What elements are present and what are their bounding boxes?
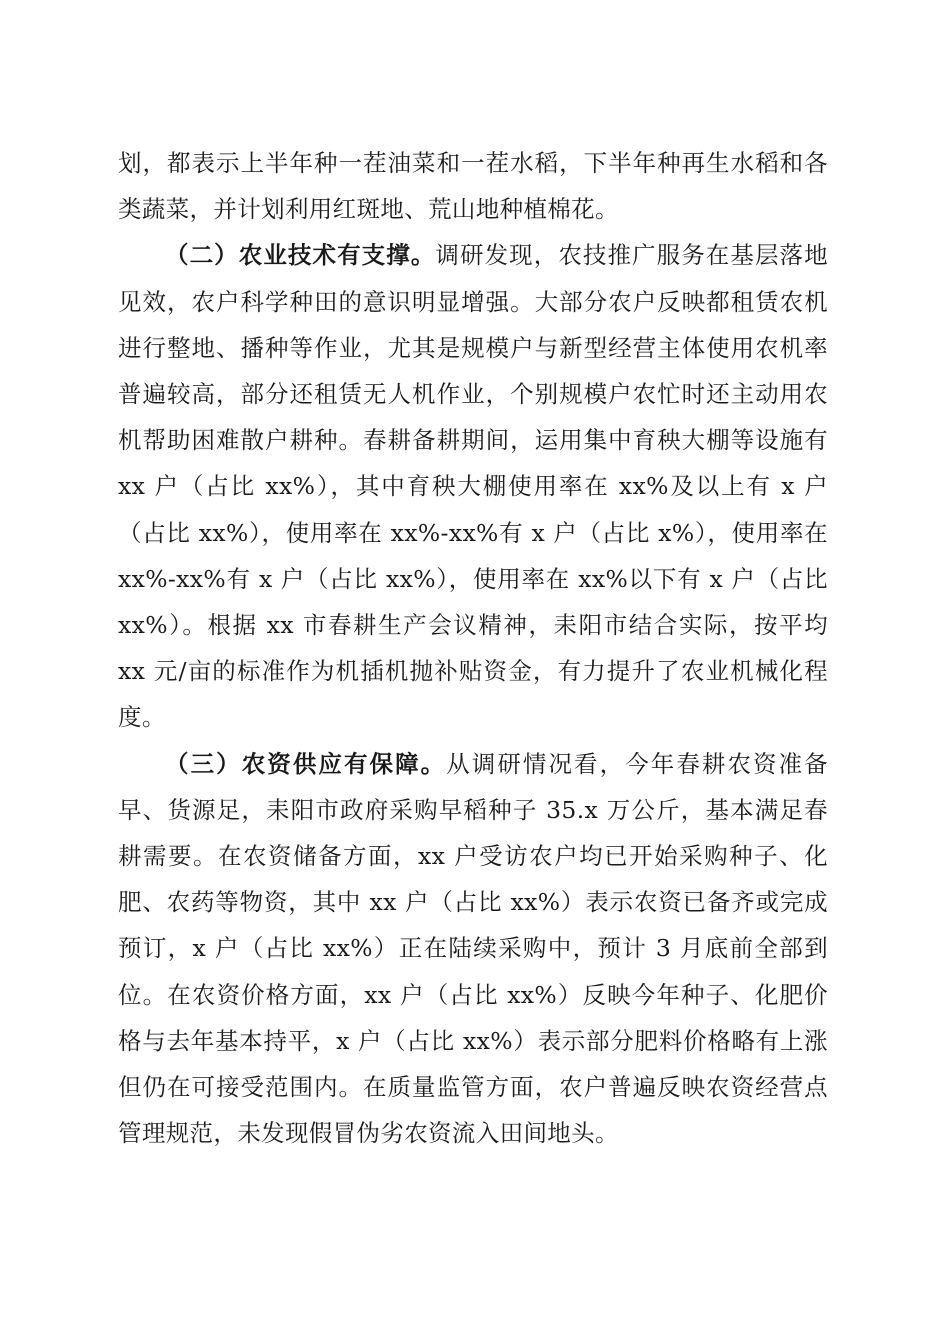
paragraph-text: 从调研情况看，今年春耕农资准备早、货源足，耒阳市政府采购早稻种子 35.x 万公斤，基本满足春耕需要。在农资储备方面，xx 户受访农户均已开始采购种子、化肥、农药等物资，其中 xx 户（占比 xx%）表示农资已备齐或完成预订，x 户（占比 xx%）正在陆续采购中，预计 3 月底前全部到位。在农资价格方面，xx 户（占比 xx%）反映今年种子、化肥价格与去年基本持平，x 户（占比 xx%）表示部分肥料价格略有上涨但仍在可接受范围内。在质量监管方面，农户普遍反映农资经营点管理规范，未发现假冒伪劣农资流入田间地头。: [118, 749, 829, 1148]
section-heading-agri-tech: （二）农业技术有支撑。: [165, 241, 436, 270]
paragraph-continuation: [118, 140, 828, 232]
paragraph-text: 划，都表示上半年种一茬油菜和一茬水稻，下半年种再生水稻和各类蔬菜，并计划利用红斑地、荒山地种植棉花。: [118, 149, 828, 224]
paragraph-agri-tech: [118, 232, 828, 740]
document-body: [118, 140, 828, 1156]
paragraph-agri-supply: [118, 741, 828, 1157]
section-heading-agri-supply: （三）农资供应有保障。: [165, 749, 447, 778]
paragraph-text: 调研发现，农技推广服务在基层落地见效，农户科学种田的意识明显增强。大部分农户反映都租赁农机进行整地、播种等作业，尤其是规模户与新型经营主体使用农机率普遍较高，部分还租赁无人机作业，个别规模户农忙时还主动用农机帮助困难散户耕种。春耕备耕期间，运用集中育秧大棚等设施有 xx 户（占比 xx%），其中育秧大棚使用率在 xx%及以上有 x 户（占比 xx%），使用率在 xx%-xx%有 x 户（占比 x%），使用率在 xx%-xx%有 x 户（占比 xx%），使用率在 xx%以下有 x 户（占比 xx%）。根据 xx 市春耕生产会议精神，耒阳市结合实际，按平均 xx 元/亩的标准作为机插机抛补贴资金，有力提升了农业机械化程度。: [118, 241, 828, 732]
